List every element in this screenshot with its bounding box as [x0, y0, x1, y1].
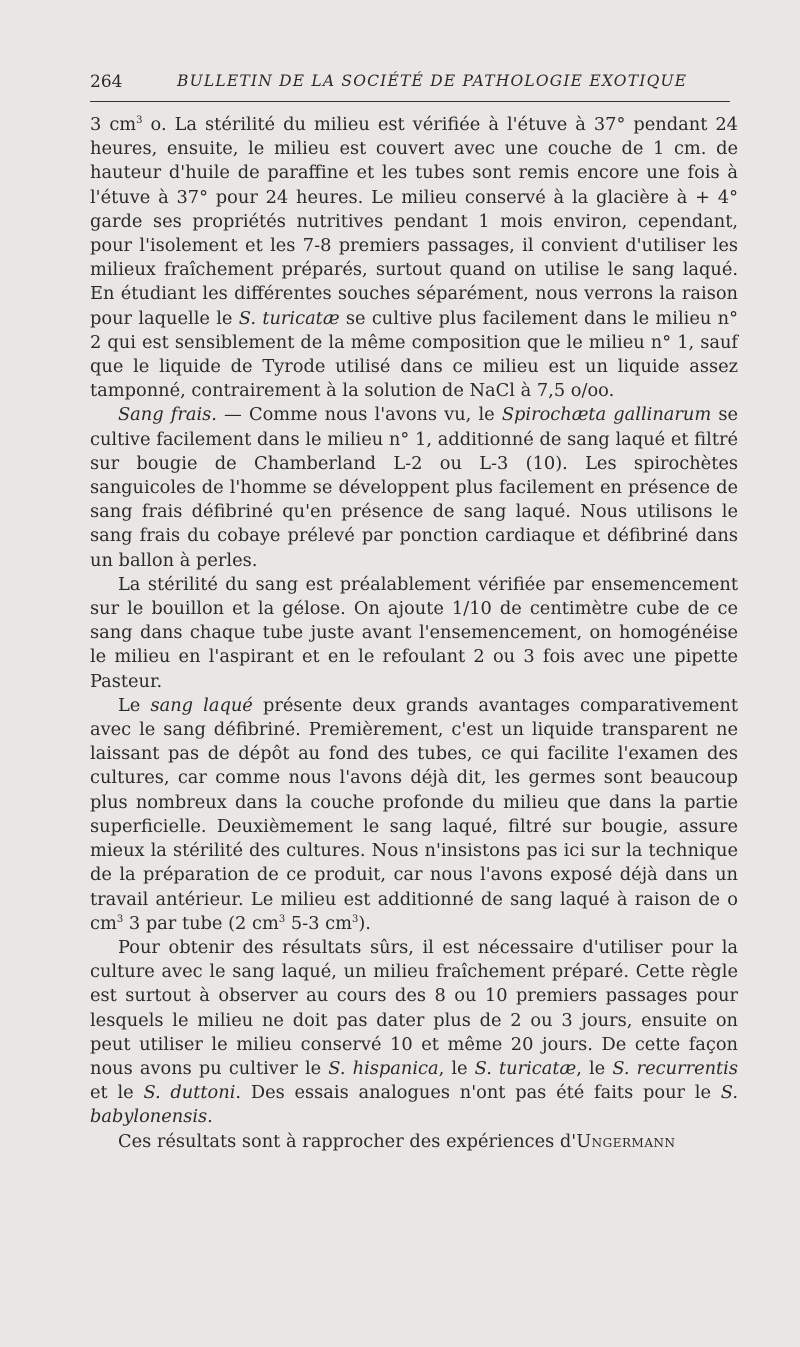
page-header: [90, 72, 730, 96]
text-run: Ces résultats sont à rapprocher des expériences d': [118, 1130, 577, 1152]
italic-text: S. hispanica: [328, 1057, 439, 1079]
italic-text: S. duttoni: [143, 1082, 236, 1104]
italic-text: S. babylonensis: [90, 1082, 738, 1128]
text-run: présente deux grands avantages comparativement avec le sang défibriné. Premièrement, c'est un liquide transparent ne laissant pas de dépôt au fond des tubes, ce qui facilite l'examen des cultures, car comme nous l'avons déjà dit, les germes sont beaucoup plus nombreux dans la couche profonde du milieu que dans la partie superficielle. Deuxièmement le sang laqué, filtré sur bougie, assure mieux la stérilité des cultures. Nous n'insistons pas ici sur la technique de la préparation de ce produit, car nous l'avons exposé déjà dans un travail antérieur. Le milieu est additionné de sang laqué à raison de o cm: [90, 694, 739, 934]
header-rule: [90, 101, 730, 102]
text-run: 3 par tube (2 cm: [123, 912, 279, 934]
text-run: , le: [438, 1057, 475, 1079]
text-run: .: [207, 1106, 213, 1128]
italic-text: Spirochæta gallinarum: [501, 404, 712, 426]
text-run: Pour obtenir des résultats sûrs, il est nécessaire d'utiliser pour la culture avec le sang laqué, un milieu fraîchement préparé. Cette règle est surtout à observer au cours des 8 ou 10 premiers passages pour lesquels le milieu ne doit pas dater plus de 2 ou 3 jours, ensuite on peut utiliser le milieu conservé 10 et même 20 jours. De cette façon nous avons pu cultiver le: [90, 936, 738, 1079]
page-number: 264: [90, 72, 123, 92]
paragraph: [90, 113, 738, 403]
text-run: et le: [90, 1082, 144, 1104]
italic-text: sang laqué: [150, 694, 253, 716]
paragraph: [90, 936, 738, 1130]
italic-text: S. turicatæ: [474, 1057, 577, 1079]
superscript: 3: [116, 913, 124, 925]
paragraph: [90, 1130, 738, 1154]
running-title: BULLETIN DE LA SOCIÉTÉ DE PATHOLOGIE EXOTIQUE: [177, 72, 688, 90]
text-run: , le: [576, 1057, 613, 1079]
text-run: se cultive plus facilement dans le milieu n° 2 qui est sensiblement de la même composition que le milieu n° 1, sauf que le liquide de Tyrode utilisé dans ce milieu est un liquide assez tamponné, contrairement à la solution de NaCl à 7,5 o/oo.: [90, 307, 738, 402]
superscript: 3: [278, 913, 286, 925]
text-run: La stérilité du sang est préalablement vérifiée par ensemencement sur le bouillon et la gélose. On ajoute 1/10 de centimètre cube de ce sang dans chaque tube juste avant l'ensemencement, on homogénéise le milieu en l'aspirant et en le refoulant 2 ou 3 fois avec une pipette Pasteur.: [90, 573, 738, 692]
text-run: se cultive facilement dans le milieu n° 1, additionné de sang laqué et filtré sur bougie de Chamberland L-2 ou L-3 (10). Les spirochètes sanguicoles de l'homme se développent plus facilement en présence de sang frais défibriné qu'en présence de sang laqué. Nous utilisons le sang frais du cobaye prélevé par ponction cardiaque et défibriné dans un ballon à perles.: [90, 404, 739, 571]
author-name: Ungermann: [576, 1130, 676, 1152]
text-run: — Comme nous l'avons vu, le: [216, 404, 502, 426]
text-run: 5-3 cm: [285, 912, 352, 934]
italic-text: Sang frais.: [118, 404, 217, 426]
superscript: 3: [351, 913, 359, 925]
italic-text: S. recurrentis: [612, 1057, 738, 1079]
text-run: ).: [358, 912, 371, 934]
paragraph: [90, 694, 738, 936]
article-body: [90, 113, 738, 1154]
text-run: o. La stérilité du milieu est vérifiée à l'étuve à 37° pendant 24 heures, ensuite, le milieu est couvert avec une couche de 1 cm. de hauteur d'huile de paraffine et les tubes sont remis encore une fois à l'étuve à 37° pour 24 heures. Le milieu conservé à la glacière à + 4° garde ses propriétés nutritives pendant 1 mois environ, cependant, pour l'isolement et les 7-8 premiers passages, il convient d'utiliser les milieux fraîchement préparés, surtout quand on utilise le sang laqué. En étudiant les différentes souches séparément, nous verrons la raison pour laquelle le: [90, 114, 738, 329]
text-run: 3 cm: [90, 114, 137, 135]
paragraph: [90, 573, 738, 694]
text-run: Le: [118, 694, 151, 716]
italic-text: S. turicatæ: [238, 307, 340, 329]
paragraph: [90, 403, 738, 572]
text-run: . Des essais analogues n'ont pas été faits pour le: [235, 1082, 721, 1104]
superscript: 3: [136, 115, 143, 127]
